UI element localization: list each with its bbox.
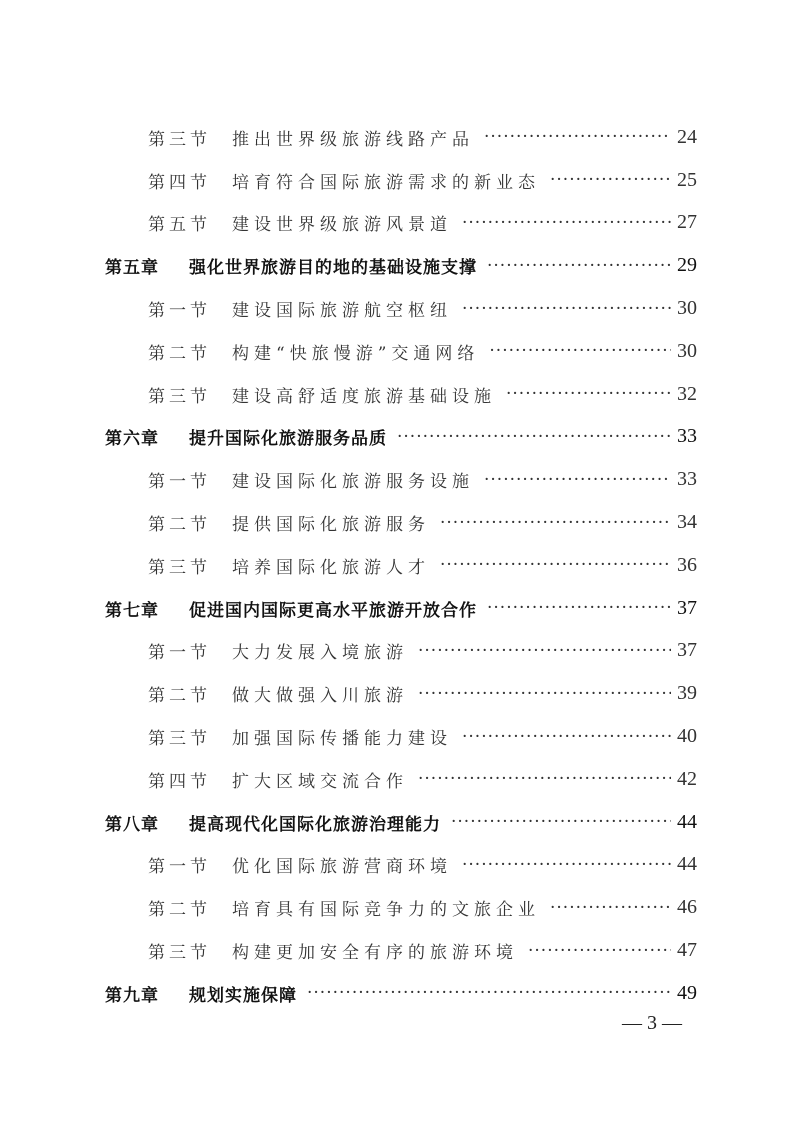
entry-title: 提升国际化旅游服务品质: [189, 429, 387, 450]
entry-label: 第二节: [148, 515, 211, 536]
entry-label: 第三节: [148, 557, 211, 578]
entry-label: 第五节: [148, 215, 211, 236]
entry-title: 扩大区域交流合作: [232, 771, 408, 792]
table-of-contents: [105, 116, 697, 1015]
entry-label: 第四节: [148, 771, 211, 792]
entry-title: 推出世界级旅游线路产品: [232, 129, 474, 150]
toc-section-entry[interactable]: [105, 715, 697, 758]
toc-section-entry[interactable]: [105, 373, 697, 416]
entry-title: 建设国际旅游航空枢纽: [232, 301, 452, 322]
dot-leader: [487, 256, 671, 276]
toc-chapter-entry[interactable]: [105, 587, 697, 630]
dot-leader: [418, 684, 671, 704]
entry-page-number: 37: [677, 596, 697, 619]
entry-label: 第八章: [105, 814, 159, 835]
entry-title: 构建更加安全有序的旅游环境: [232, 943, 518, 964]
entry-label: 第九章: [105, 985, 159, 1006]
entry-page-number: 46: [677, 896, 697, 919]
entry-title: 做大做强入川旅游: [232, 686, 408, 707]
entry-page-number: 24: [677, 125, 697, 148]
toc-section-entry[interactable]: [105, 116, 697, 159]
toc-chapter-entry[interactable]: [105, 972, 697, 1015]
toc-section-entry[interactable]: [105, 501, 697, 544]
entry-title: 培养国际化旅游人才: [232, 557, 430, 578]
dot-leader: [462, 213, 671, 233]
entry-page-number: 44: [677, 810, 697, 833]
dot-leader: [440, 555, 671, 575]
entry-page-number: 29: [677, 254, 697, 277]
entry-title: 培育符合国际旅游需求的新业态: [232, 172, 540, 193]
entry-page-number: 25: [677, 168, 697, 191]
entry-page-number: 27: [677, 211, 697, 234]
entry-page-number: 47: [677, 939, 697, 962]
entry-title: 建设高舒适度旅游基础设施: [232, 386, 496, 407]
entry-title: 优化国际旅游营商环境: [232, 857, 452, 878]
entry-label: 第三节: [148, 386, 211, 407]
entry-label: 第六章: [105, 429, 159, 450]
dot-leader: [462, 299, 671, 319]
dot-leader: [440, 513, 671, 533]
entry-label: 第二节: [148, 686, 211, 707]
entry-label: 第一节: [148, 472, 211, 493]
toc-section-entry[interactable]: [105, 844, 697, 887]
entry-label: 第一节: [148, 643, 211, 664]
entry-title: 强化世界旅游目的地的基础设施支撑: [189, 258, 477, 279]
entry-page-number: 49: [677, 981, 697, 1004]
toc-section-entry[interactable]: [105, 330, 697, 373]
toc-chapter-entry[interactable]: [105, 244, 697, 287]
toc-section-entry[interactable]: [105, 758, 697, 801]
entry-page-number: 30: [677, 339, 697, 362]
toc-section-entry[interactable]: [105, 159, 697, 202]
entry-page-number: 34: [677, 511, 697, 534]
entry-page-number: 33: [677, 468, 697, 491]
dot-leader: [397, 427, 671, 447]
entry-page-number: 36: [677, 553, 697, 576]
entry-page-number: 32: [677, 382, 697, 405]
toc-section-entry[interactable]: [105, 287, 697, 330]
dot-leader: [451, 812, 671, 832]
toc-chapter-entry[interactable]: [105, 416, 697, 459]
entry-title: 培育具有国际竞争力的文旅企业: [232, 900, 540, 921]
entry-title: 建设世界级旅游风景道: [232, 215, 452, 236]
entry-title: 提高现代化国际化旅游治理能力: [189, 814, 441, 835]
dot-leader: [487, 598, 671, 618]
dot-leader: [506, 384, 671, 404]
entry-page-number: 39: [677, 682, 697, 705]
entry-label: 第四节: [148, 172, 211, 193]
toc-section-entry[interactable]: [105, 672, 697, 715]
entry-label: 第七章: [105, 600, 159, 621]
entry-page-number: 37: [677, 639, 697, 662]
entry-label: 第三节: [148, 129, 211, 150]
entry-page-number: 40: [677, 725, 697, 748]
dot-leader: [418, 641, 671, 661]
page-number: — 3 —: [622, 1012, 682, 1034]
toc-section-entry[interactable]: [105, 630, 697, 673]
toc-section-entry[interactable]: [105, 886, 697, 929]
toc-chapter-entry[interactable]: [105, 801, 697, 844]
entry-page-number: 44: [677, 853, 697, 876]
entry-page-number: 30: [677, 297, 697, 320]
dot-leader: [489, 341, 671, 361]
entry-title: 建设国际化旅游服务设施: [232, 472, 474, 493]
entry-label: 第一节: [148, 301, 211, 322]
entry-label: 第五章: [105, 258, 159, 279]
entry-title: 促进国内国际更高水平旅游开放合作: [189, 600, 477, 621]
toc-section-entry[interactable]: [105, 929, 697, 972]
entry-title: 提供国际化旅游服务: [232, 515, 430, 536]
dot-leader: [462, 727, 671, 747]
entry-title: 构建“快旅慢游”交通网络: [232, 343, 480, 364]
dot-leader: [550, 170, 671, 190]
dot-leader: [484, 127, 671, 147]
dot-leader: [484, 470, 671, 490]
dot-leader: [462, 855, 671, 875]
entry-label: 第三节: [148, 729, 211, 750]
entry-title: 规划实施保障: [189, 985, 297, 1006]
dot-leader: [418, 769, 671, 789]
toc-section-entry[interactable]: [105, 202, 697, 245]
entry-label: 第三节: [148, 943, 211, 964]
entry-page-number: 33: [677, 425, 697, 448]
toc-section-entry[interactable]: [105, 458, 697, 501]
entry-label: 第一节: [148, 857, 211, 878]
entry-title: 加强国际传播能力建设: [232, 729, 452, 750]
entry-label: 第二节: [148, 900, 211, 921]
entry-title: 大力发展入境旅游: [232, 643, 408, 664]
toc-section-entry[interactable]: [105, 544, 697, 587]
entry-label: 第二节: [148, 343, 211, 364]
entry-page-number: 42: [677, 767, 697, 790]
dot-leader: [307, 983, 671, 1003]
dot-leader: [550, 898, 671, 918]
dot-leader: [528, 941, 671, 961]
